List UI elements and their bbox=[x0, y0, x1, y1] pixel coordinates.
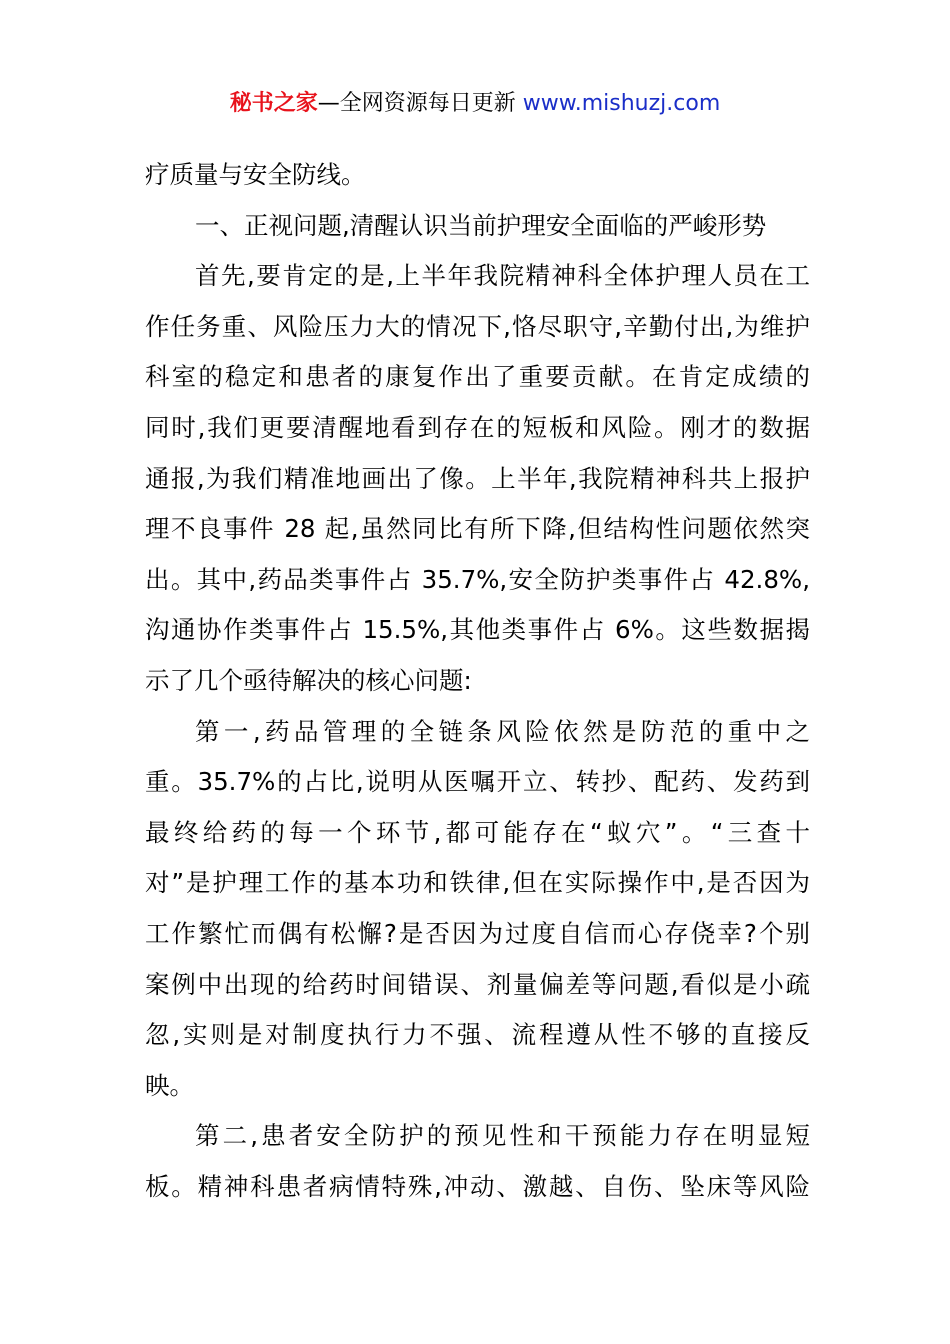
text-line: 作任务重、风险压力大的情况下,恪尽职守,辛勤付出,为维护 bbox=[145, 311, 810, 341]
text-line: 出。其中,药品类事件占 35.7%,安全防护类事件占 42.8%, bbox=[145, 564, 810, 594]
text-line: 通报,为我们精准地画出了像。上半年,我院精神科共上报护 bbox=[145, 463, 810, 493]
text-line: 对”是护理工作的基本功和铁律,但在实际操作中,是否因为 bbox=[145, 868, 810, 898]
text-line: 一、正视问题,清醒认识当前护理安全面临的严峻形势 bbox=[195, 210, 767, 240]
text-line: 示了几个亟待解决的核心问题: bbox=[145, 665, 472, 695]
text-line: 沟通协作类事件占 15.5%,其他类事件占 6%。这些数据揭 bbox=[145, 615, 810, 645]
text-line: 工作繁忙而偶有松懈?是否因为过度自信而心存侥幸?个别 bbox=[145, 918, 810, 948]
header-url-link[interactable]: www.mishuzj.com bbox=[522, 91, 721, 116]
text-line: 忽,实则是对制度执行力不强、流程遵从性不够的直接反 bbox=[145, 1020, 810, 1050]
text-line: 第一,药品管理的全链条风险依然是防范的重中之 bbox=[195, 716, 810, 746]
text-line: 理不良事件 28 起,虽然同比有所下降,但结构性问题依然突 bbox=[145, 514, 810, 544]
document-body bbox=[145, 150, 810, 1212]
text-line: 映。 bbox=[145, 1070, 194, 1100]
text-line: 首先,要肯定的是,上半年我院精神科全体护理人员在工 bbox=[195, 261, 810, 291]
page-header bbox=[0, 88, 950, 120]
text-line: 重。35.7%的占比,说明从医嘱开立、转抄、配药、发药到 bbox=[145, 767, 810, 797]
header-brand: 秘书之家 bbox=[229, 91, 318, 116]
text-line: 科室的稳定和患者的康复作出了重要贡献。在肯定成绩的 bbox=[145, 362, 810, 392]
text-line: 疗质量与安全防线。 bbox=[145, 160, 366, 189]
text-line: 第二,患者安全防护的预见性和干预能力存在明显短 bbox=[195, 1121, 810, 1151]
text-line: 同时,我们更要清醒地看到存在的短板和风险。刚才的数据 bbox=[145, 412, 810, 442]
header-slogan: —全网资源每日更新 bbox=[317, 91, 516, 116]
text-line: 板。精神科患者病情特殊,冲动、激越、自伤、坠床等风险 bbox=[145, 1171, 810, 1201]
text-line: 最终给药的每一个环节,都可能存在“蚁穴”。“三查十 bbox=[145, 817, 810, 847]
text-line: 案例中出现的给药时间错误、剂量偏差等问题,看似是小疏 bbox=[145, 969, 810, 999]
